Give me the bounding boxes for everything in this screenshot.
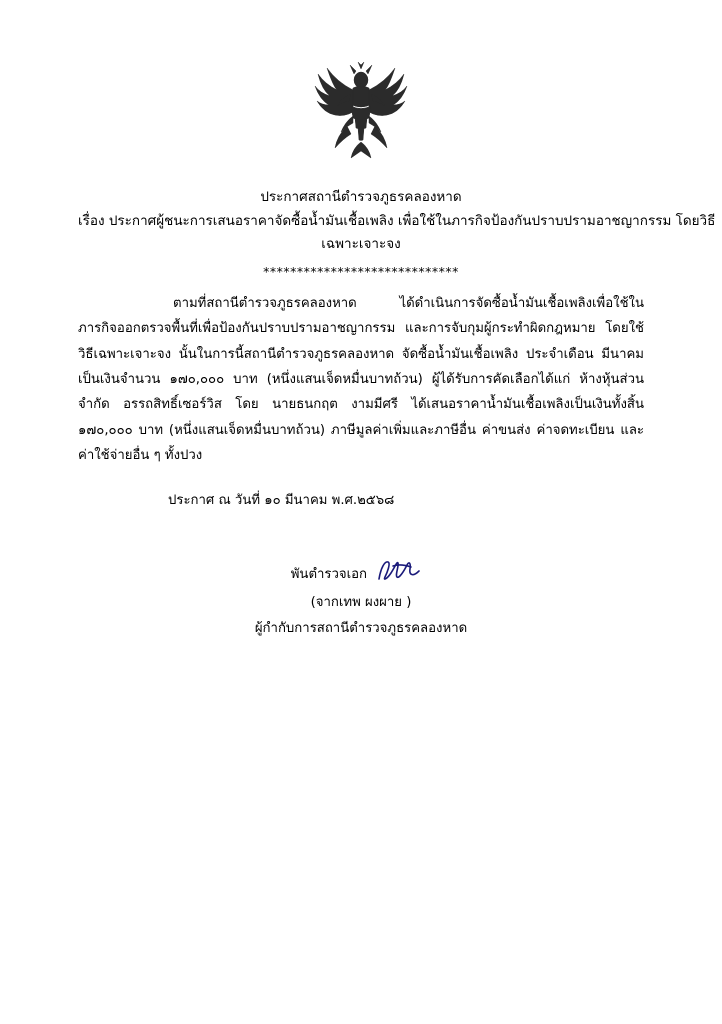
signature-block — [78, 561, 644, 641]
document-method: เฉพาะเจาะจง — [321, 236, 401, 253]
body-paragraph — [78, 291, 644, 468]
body-text — [78, 291, 644, 468]
separator-stars: ***************************** — [263, 263, 459, 279]
paragraph-content: ตามที่สถานีตำรวจภูธรคลองหาด ได้ดำเนินการจัดซื้อน้ำมันเชื้อเพลิงเพื่อใช้ในภารกิจออกตรวจพื้นที่เพื่อป้องกันปราบปรามอาชญากรรม และการจับกุมผู้กระทำผิดกฎหมาย โดยใช้วิธีเฉพาะเจาะจง นั้นในการนี้สถานีตำรวจภูธรคลองหาด จัดซื้อน้ำมันเชื้อเพลิง ประจำเดือน มีนาคม เป็นเงินจำนวน ๑๗๐,๐๐๐ บาท (หนึ่งแสนเจ็ดหมื่นบาทถ้วน) ผู้ได้รับการคัดเลือกได้แก่ ห้างหุ้นส่วนจำกัด อรรถสิทธิ์เซอร์วิส โดย นายธนกฤต งามมีศรี ได้เสนอราคาน้ำมันเชื้อเพลิงเป็นเงินทั้งสิ้น ๑๗๐,๐๐๐ บาท (หนึ่งแสนเจ็ดหมื่นบาทถ้วน) ภาษีมูลค่าเพิ่มและภาษีอื่น ค่าขนส่ง ค่าจดทะเบียน และค่าใช้จ่ายอื่น ๆ ทั้งปวง — [78, 295, 644, 463]
signature-name: (จากเทพ ผงผาย ) — [310, 595, 412, 611]
document-subject: เรื่อง ประกาศผู้ชนะการเสนอราคาจัดซื้อน้ำมันเชื้อเพลิง เพื่อใช้ในภารกิจป้องกันปราบปรามอาชญากรรม โดยวิธี — [78, 212, 716, 229]
signature-rank: พันตำรวจเอก — [290, 567, 368, 583]
emblem-container — [78, 0, 644, 162]
handwritten-signature-icon — [371, 557, 431, 583]
document-title-block — [78, 186, 716, 257]
signature-rank-row — [291, 561, 432, 588]
signature-position: ผู้กำกับการสถานีตำรวจภูธรคลองหาด — [254, 620, 468, 636]
document-title: ประกาศสถานีตำรวจภูธรคลองหาด — [260, 189, 462, 205]
garuda-emblem-icon — [301, 50, 421, 162]
announcement-date: ประกาศ ณ วันที่ ๑๐ มีนาคม พ.ศ.๒๕๖๘ — [168, 493, 395, 509]
